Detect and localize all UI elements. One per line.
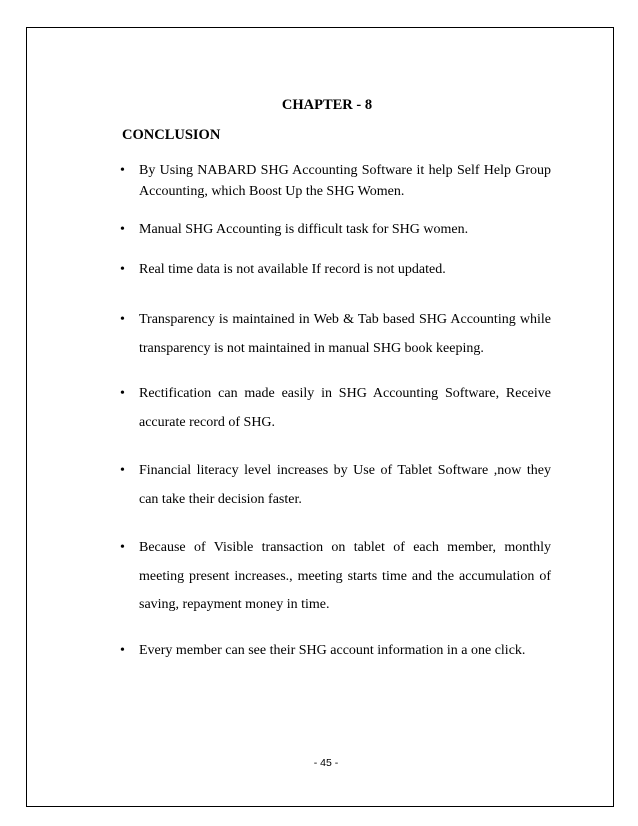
bullet-text: Manual SHG Accounting is difficult task for SHG women. <box>139 222 469 237</box>
bullet-icon: • <box>120 222 125 237</box>
bullet-icon: • <box>120 262 125 277</box>
bullet-icon: • <box>120 463 125 478</box>
page-number: - 45 - <box>313 757 339 769</box>
bullet-icon: • <box>120 540 125 555</box>
bullet-text: Every member can see their SHG account information in a one click. <box>139 643 526 658</box>
bullet-text: Rectification can made easily in SHG Accounting Software, Receive accurate record of SHG. <box>139 386 551 430</box>
bullet-icon: • <box>120 386 125 401</box>
bullet-text: Real time data is not available If record is not updated. <box>139 262 446 277</box>
chapter-title: CHAPTER - 8 <box>281 97 373 113</box>
bullet-text: Because of Visible transaction on tablet of each member, monthly meeting present increases., meeting starts time and the accumulation of saving, repayment money in time. <box>139 540 551 612</box>
section-heading: CONCLUSION <box>122 127 221 143</box>
bullet-icon: • <box>120 312 125 327</box>
bullet-text: Financial literacy level increases by Use of Tablet Software ,now they can take their decision faster. <box>139 463 551 507</box>
bullet-icon: • <box>120 163 125 178</box>
bullet-text: By Using NABARD SHG Accounting Software it help Self Help Group Accounting, which Boost Up the SHG Women. <box>139 163 551 199</box>
bullet-text: Transparency is maintained in Web & Tab based SHG Accounting while transparency is not maintained in manual SHG book keeping. <box>139 312 551 356</box>
bullet-icon: • <box>120 643 125 658</box>
